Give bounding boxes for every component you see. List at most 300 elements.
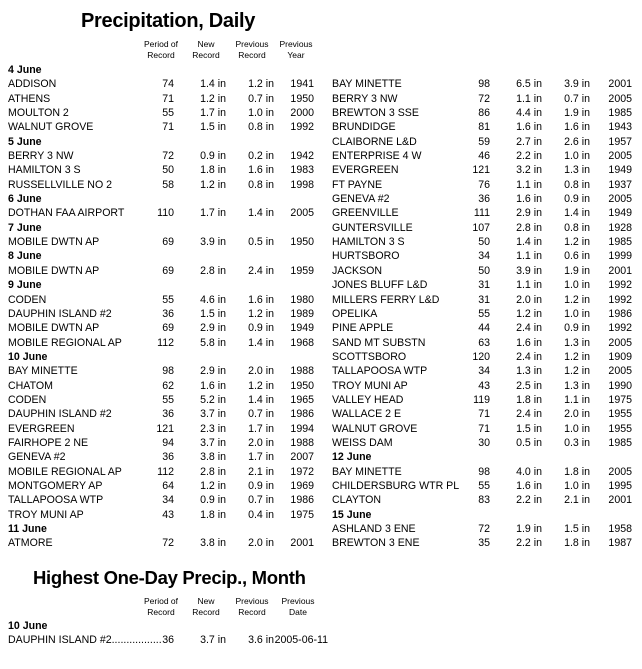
- station-row: [332, 106, 634, 120]
- previous-year-value: 2001: [608, 494, 632, 507]
- previous-record-value: 0.8 in: [248, 178, 274, 191]
- station-row: [8, 163, 318, 177]
- period-of-record-value: 110: [157, 207, 174, 220]
- previous-year-value: 1985: [608, 107, 632, 120]
- new-record-value: 1.7 in: [200, 207, 226, 220]
- station-name: BAY MINETTE: [332, 465, 402, 478]
- station-name: SCOTTSBORO: [332, 350, 407, 363]
- period-of-record-value: 43: [478, 379, 490, 392]
- date-label: 4 June: [8, 64, 42, 76]
- previous-record-value: 2.1 in: [564, 494, 590, 507]
- period-of-record-value: 98: [162, 365, 174, 378]
- previous-record-value: 0.8 in: [564, 178, 590, 191]
- previous-record-value: 1.0 in: [564, 422, 590, 435]
- station-row: [332, 135, 634, 149]
- previous-year-value: 1980: [290, 293, 314, 306]
- new-record-value: 3.7 in: [200, 436, 226, 449]
- previous-year-value: 1985: [608, 236, 632, 249]
- header-new-record: New Record: [192, 39, 220, 60]
- new-record-value: 2.7 in: [516, 135, 542, 148]
- previous-year-value: 1986: [290, 494, 314, 507]
- period-of-record-value: 36: [162, 408, 174, 421]
- new-record-value: 1.6 in: [516, 336, 542, 349]
- previous-record-value: 1.9 in: [564, 107, 590, 120]
- previous-record-value: 1.0 in: [248, 107, 274, 120]
- period-of-record-value: 98: [478, 78, 490, 91]
- station-row: [332, 536, 634, 550]
- station-row: [332, 221, 634, 235]
- period-of-record-value: 69: [162, 264, 174, 277]
- station-row: [332, 206, 634, 220]
- new-record-value: 2.4 in: [516, 408, 542, 421]
- highest-one-day-title: Highest One-Day Precip., Month: [33, 567, 306, 588]
- new-record-value: 2.8 in: [200, 465, 226, 478]
- period-of-record-value: 71: [162, 92, 174, 105]
- period-of-record-value: 74: [162, 78, 174, 91]
- date-label: 11 June: [8, 523, 47, 535]
- new-record-value: 1.1 in: [516, 250, 542, 263]
- date-header: [8, 522, 318, 536]
- previous-record-value: 0.7 in: [248, 92, 274, 105]
- previous-year-value: 1949: [608, 207, 632, 220]
- previous-year-value: 1955: [608, 422, 632, 435]
- period-of-record-value: 94: [162, 436, 174, 449]
- station-name: TALLAPOOSA WTP: [8, 494, 104, 507]
- new-record-value: 3.9 in: [516, 264, 542, 277]
- previous-year-value: 2007: [290, 451, 314, 464]
- date-header: [332, 508, 634, 522]
- previous-year-value: 1986: [608, 307, 632, 320]
- new-record-value: 2.5 in: [516, 379, 542, 392]
- new-record-value: 1.1 in: [516, 178, 542, 191]
- previous-record-value: 1.7 in: [248, 451, 274, 464]
- station-name: CHATOM: [8, 379, 53, 392]
- previous-record-value: 1.6 in: [564, 121, 590, 134]
- previous-year-value: 1988: [290, 365, 314, 378]
- period-of-record-value: 69: [162, 322, 174, 335]
- previous-record-value: 1.4 in: [248, 393, 274, 406]
- station-name: MOBILE REGIONAL AP: [8, 336, 122, 349]
- previous-record-value: 1.5 in: [564, 523, 590, 535]
- previous-year-value: 2001: [608, 264, 632, 277]
- station-row: [8, 479, 318, 493]
- previous-year-value: 1986: [290, 408, 314, 421]
- previous-year-value: 1999: [608, 250, 632, 263]
- previous-record-value: 1.0 in: [564, 479, 590, 492]
- period-of-record-value: 62: [162, 379, 174, 392]
- station-row: [8, 77, 318, 91]
- period-of-record-value: 81: [478, 121, 490, 134]
- new-record-value: 1.4 in: [200, 78, 226, 91]
- period-of-record-value: 44: [478, 322, 490, 335]
- previous-record-value: 1.2 in: [248, 379, 274, 392]
- previous-record-value: 3.6 in: [248, 634, 274, 647]
- period-of-record-value: 55: [478, 307, 490, 320]
- period-of-record-value: 55: [478, 479, 490, 492]
- station-name: CODEN: [8, 393, 47, 406]
- period-of-record-value: 69: [162, 236, 174, 249]
- period-of-record-value: 86: [478, 107, 490, 120]
- station-name: FAIRHOPE 2 NE: [8, 436, 89, 449]
- previous-year-value: 2005: [608, 92, 632, 105]
- previous-record-value: 0.5 in: [248, 236, 274, 249]
- new-record-value: 1.8 in: [516, 393, 542, 406]
- previous-year-value: 1969: [290, 479, 314, 492]
- station-name: CLAYTON: [332, 494, 382, 507]
- period-of-record-value: 83: [478, 494, 490, 507]
- date-label: 10 June: [8, 350, 48, 363]
- new-record-value: 1.2 in: [200, 178, 226, 191]
- station-row: [8, 293, 318, 307]
- previous-record-value: 1.0 in: [564, 150, 590, 163]
- previous-year-value: 1989: [290, 307, 314, 320]
- previous-year-value: 2001: [290, 537, 314, 550]
- station-name: VALLEY HEAD: [332, 393, 404, 406]
- station-name: GENEVA #2: [332, 193, 390, 206]
- station-row: [332, 249, 634, 263]
- new-record-value: 1.6 in: [516, 193, 542, 206]
- period-of-record-value: 76: [478, 178, 490, 191]
- previous-record-value: 1.4 in: [248, 207, 274, 220]
- new-record-value: 4.6 in: [200, 293, 226, 306]
- station-row: [332, 92, 634, 106]
- period-of-record-value: 111: [473, 207, 490, 220]
- station-row: [8, 633, 328, 647]
- new-record-value: 1.5 in: [200, 307, 226, 320]
- date-label: 15 June: [332, 508, 372, 521]
- previous-record-value: 0.9 in: [248, 479, 274, 492]
- new-record-value: 1.2 in: [200, 479, 226, 492]
- period-of-record-value: 31: [478, 293, 490, 306]
- previous-year-value: 1955: [608, 408, 632, 421]
- new-record-value: 0.9 in: [200, 150, 226, 163]
- new-record-value: 1.6 in: [516, 121, 542, 134]
- station-row: [8, 436, 318, 450]
- date-label: 8 June: [8, 250, 42, 263]
- station-name: EVERGREEN: [8, 422, 75, 435]
- new-record-value: 2.2 in: [516, 150, 542, 163]
- previous-record-value: 2.1 in: [248, 465, 274, 478]
- station-row: [332, 163, 634, 177]
- new-record-value: 2.4 in: [516, 322, 542, 335]
- date-label: 7 June: [8, 221, 42, 234]
- daily-precip-title: Precipitation, Daily: [81, 10, 256, 32]
- station-row: [8, 264, 318, 278]
- header-previous-year: Previous Year: [279, 39, 313, 60]
- date-label: 6 June: [8, 193, 42, 206]
- header2-previous-date: Previous Date: [281, 596, 315, 617]
- previous-year-value: 2005: [608, 336, 632, 349]
- right-column: [332, 63, 634, 551]
- period-of-record-value: 36: [162, 451, 174, 464]
- period-of-record-value: 72: [162, 537, 174, 550]
- station-name: RUSSELLVILLE NO 2: [8, 178, 113, 191]
- previous-year-value: 1987: [608, 537, 632, 550]
- station-row: [8, 407, 318, 421]
- station-name: CODEN: [8, 293, 47, 306]
- header2-period-of-record: Period of Record: [143, 596, 179, 617]
- period-of-record-value: 98: [478, 465, 490, 478]
- previous-record-value: 0.4 in: [248, 508, 274, 521]
- period-of-record-value: 50: [478, 264, 490, 277]
- previous-record-value: 1.2 in: [248, 307, 274, 320]
- station-row: [332, 407, 634, 421]
- date-header: [8, 619, 328, 633]
- date-header: [8, 192, 318, 206]
- station-row: [332, 192, 634, 206]
- previous-year-value: 1965: [290, 393, 314, 406]
- station-row: [8, 379, 318, 393]
- period-of-record-value: 50: [478, 236, 490, 249]
- previous-year-value: 1975: [290, 508, 314, 521]
- date-label: 10 June: [8, 620, 48, 632]
- previous-record-value: 1.7 in: [248, 422, 274, 435]
- period-of-record-value: 112: [157, 336, 174, 349]
- new-record-value: 4.0 in: [516, 465, 542, 478]
- previous-record-value: 2.6 in: [564, 135, 590, 148]
- station-name: DAUPHIN ISLAND #2: [8, 307, 112, 320]
- station-name: WALNUT GROVE: [332, 422, 418, 435]
- station-row: [8, 235, 318, 249]
- period-of-record-value: 71: [162, 121, 174, 134]
- station-row: [332, 178, 634, 192]
- new-record-value: 3.8 in: [200, 451, 226, 464]
- previous-record-value: 0.8 in: [564, 221, 590, 234]
- previous-year-value: 1950: [290, 92, 314, 105]
- station-name: WALLACE 2 E: [332, 408, 402, 421]
- period-of-record-value: 120: [472, 350, 490, 363]
- station-row: [332, 278, 634, 292]
- station-row: [8, 393, 318, 407]
- station-name: MOBILE REGIONAL AP: [8, 465, 122, 478]
- date-header: [8, 221, 318, 235]
- station-name: MONTGOMERY AP: [8, 479, 103, 492]
- station-row: [332, 393, 634, 407]
- station-row: [332, 235, 634, 249]
- header-period-of-record: Period of Record: [143, 39, 179, 60]
- period-of-record-value: 72: [478, 523, 490, 535]
- station-name: BERRY 3 NW: [332, 92, 398, 105]
- new-record-value: 1.6 in: [516, 479, 542, 492]
- previous-year-value: 2005: [608, 365, 632, 378]
- period-of-record-value: 36: [162, 307, 174, 320]
- new-record-value: 2.2 in: [516, 537, 542, 550]
- station-row: [332, 149, 634, 163]
- station-name: WALNUT GROVE: [8, 121, 94, 134]
- previous-record-value: 2.4 in: [248, 264, 274, 277]
- period-of-record-value: 34: [162, 494, 174, 507]
- new-record-value: 2.0 in: [516, 293, 542, 306]
- station-name: JACKSON: [332, 264, 383, 277]
- previous-record-value: 1.3 in: [564, 379, 590, 392]
- previous-record-value: 1.0 in: [564, 307, 590, 320]
- new-record-value: 5.2 in: [200, 393, 226, 406]
- station-row: [332, 364, 634, 378]
- period-of-record-value: 43: [162, 508, 174, 521]
- station-row: [8, 92, 318, 106]
- new-record-value: 1.3 in: [516, 365, 542, 378]
- previous-year-value: 2005: [290, 207, 314, 220]
- station-row: [332, 336, 634, 350]
- new-record-value: 1.8 in: [200, 164, 226, 177]
- station-row: [8, 465, 318, 479]
- date-label: 9 June: [8, 279, 42, 292]
- previous-year-value: 1943: [608, 121, 632, 134]
- new-record-value: 3.7 in: [200, 634, 226, 647]
- new-record-value: 1.7 in: [200, 107, 226, 120]
- previous-record-value: 3.9 in: [564, 78, 590, 91]
- previous-record-value: 0.6 in: [564, 250, 590, 263]
- period-of-record-value: 63: [478, 336, 490, 349]
- previous-year-value: 2005: [608, 465, 632, 478]
- date-header: [8, 63, 318, 77]
- previous-record-value: 0.9 in: [564, 322, 590, 335]
- station-row: [8, 536, 318, 550]
- previous-record-value: 1.0 in: [564, 279, 590, 292]
- date-header: [8, 135, 318, 149]
- previous-year-value: 1983: [290, 164, 314, 177]
- period-of-record-value: 34: [478, 250, 490, 263]
- previous-record-value: 1.2 in: [564, 350, 590, 363]
- station-name: HAMILTON 3 S: [8, 164, 81, 177]
- new-record-value: 2.3 in: [200, 422, 226, 435]
- previous-record-value: 0.3 in: [564, 436, 590, 449]
- period-of-record-value: 31: [478, 279, 490, 292]
- period-of-record-value: 46: [478, 150, 490, 163]
- station-row: [8, 336, 318, 350]
- previous-year-value: 1992: [608, 293, 632, 306]
- station-row: [332, 307, 634, 321]
- previous-record-value: 0.7 in: [248, 408, 274, 421]
- station-name: BREWTON 3 ENE: [332, 537, 420, 550]
- previous-year-value: 1990: [608, 379, 632, 392]
- previous-record-value: 0.9 in: [248, 322, 274, 335]
- previous-record-value: 0.9 in: [564, 193, 590, 206]
- period-of-record-value: 72: [162, 150, 174, 163]
- spacer-row: [332, 63, 634, 77]
- previous-year-value: 1992: [608, 322, 632, 335]
- previous-year-value: 2000: [290, 107, 314, 120]
- station-row: [8, 508, 318, 522]
- station-name: TROY MUNI AP: [8, 508, 84, 521]
- previous-record-value: 2.0 in: [248, 436, 274, 449]
- period-of-record-value: 107: [472, 221, 490, 234]
- period-of-record-value: 55: [162, 107, 174, 120]
- station-row: [8, 450, 318, 464]
- station-row: [8, 321, 318, 335]
- new-record-value: 3.9 in: [200, 236, 226, 249]
- new-record-value: 1.5 in: [516, 422, 542, 435]
- new-record-value: 4.4 in: [516, 107, 542, 120]
- station-row: [8, 493, 318, 507]
- period-of-record-value: 30: [478, 436, 490, 449]
- previous-record-value: 1.8 in: [564, 465, 590, 478]
- period-of-record-value: 55: [162, 393, 174, 406]
- new-record-value: 2.4 in: [516, 350, 542, 363]
- station-row: [332, 379, 634, 393]
- station-name: DOTHAN FAA AIRPORT: [8, 207, 125, 220]
- previous-record-value: 1.3 in: [564, 336, 590, 349]
- previous-year-value: 1937: [608, 178, 632, 191]
- station-name: GENEVA #2: [8, 451, 66, 464]
- station-name: TROY MUNI AP: [332, 379, 408, 392]
- previous-year-value: 2001: [608, 78, 632, 91]
- previous-year-value: 1909: [608, 350, 632, 363]
- station-row: [332, 350, 634, 364]
- new-record-value: 3.2 in: [516, 164, 542, 177]
- station-row: [332, 479, 634, 493]
- new-record-value: 1.9 in: [516, 523, 542, 535]
- station-row: [8, 149, 318, 163]
- new-record-value: 1.6 in: [200, 379, 226, 392]
- new-record-value: 5.8 in: [200, 336, 226, 349]
- station-name: MOBILE DWTN AP: [8, 322, 100, 335]
- station-name: GUNTERSVILLE: [332, 221, 413, 234]
- station-name: MILLERS FERRY L&D: [332, 293, 440, 306]
- new-record-value: 0.9 in: [200, 494, 226, 507]
- station-name: ASHLAND 3 ENE: [332, 523, 416, 535]
- station-name: PINE APPLE: [332, 322, 394, 335]
- station-row: [332, 465, 634, 479]
- new-record-value: 6.5 in: [516, 78, 542, 91]
- period-of-record-value: 50: [162, 164, 174, 177]
- period-of-record-value: 71: [478, 408, 490, 421]
- station-name: JONES BLUFF L&D: [332, 279, 428, 292]
- period-of-record-value: 58: [162, 178, 174, 191]
- new-record-value: 1.2 in: [200, 92, 226, 105]
- previous-record-value: 0.7 in: [248, 494, 274, 507]
- previous-record-value: 1.2 in: [564, 236, 590, 249]
- new-record-value: 1.2 in: [516, 307, 542, 320]
- previous-year-value: 1928: [608, 221, 632, 234]
- period-of-record-value: 121: [156, 422, 174, 435]
- previous-year-value: 1975: [608, 393, 632, 406]
- station-row: [332, 120, 634, 134]
- previous-record-value: 2.0 in: [564, 408, 590, 421]
- date-header: [8, 350, 318, 364]
- header-previous-record: Previous Record: [235, 39, 269, 60]
- new-record-value: 1.4 in: [516, 236, 542, 249]
- station-name: GREENVILLE: [332, 207, 399, 220]
- previous-record-value: 1.4 in: [564, 207, 590, 220]
- previous-record-value: 1.1 in: [564, 393, 590, 406]
- station-row: [8, 422, 318, 436]
- station-row: [8, 307, 318, 321]
- station-row: [8, 106, 318, 120]
- station-name: CLAIBORNE L&D: [332, 135, 417, 148]
- new-record-value: 3.8 in: [200, 537, 226, 550]
- previous-record-value: 2.0 in: [248, 365, 274, 378]
- station-name: FT PAYNE: [332, 178, 383, 191]
- new-record-value: 0.5 in: [516, 436, 542, 449]
- station-row: [8, 178, 318, 192]
- previous-year-value: 1949: [608, 164, 632, 177]
- period-of-record-value: 72: [478, 92, 490, 105]
- station-name: BAY MINETTE: [332, 78, 402, 91]
- previous-record-value: 1.4 in: [248, 336, 274, 349]
- previous-record-value: 1.3 in: [564, 164, 590, 177]
- previous-record-value: 1.8 in: [564, 537, 590, 550]
- new-record-value: 2.8 in: [200, 264, 226, 277]
- previous-year-value: 1957: [608, 135, 632, 148]
- station-row: [332, 321, 634, 335]
- station-row: [332, 77, 634, 91]
- station-row: [332, 293, 634, 307]
- previous-year-value: 1942: [290, 150, 314, 163]
- previous-year-value: 1988: [290, 436, 314, 449]
- period-of-record-value: 55: [162, 293, 174, 306]
- period-of-record-value: 64: [162, 479, 174, 492]
